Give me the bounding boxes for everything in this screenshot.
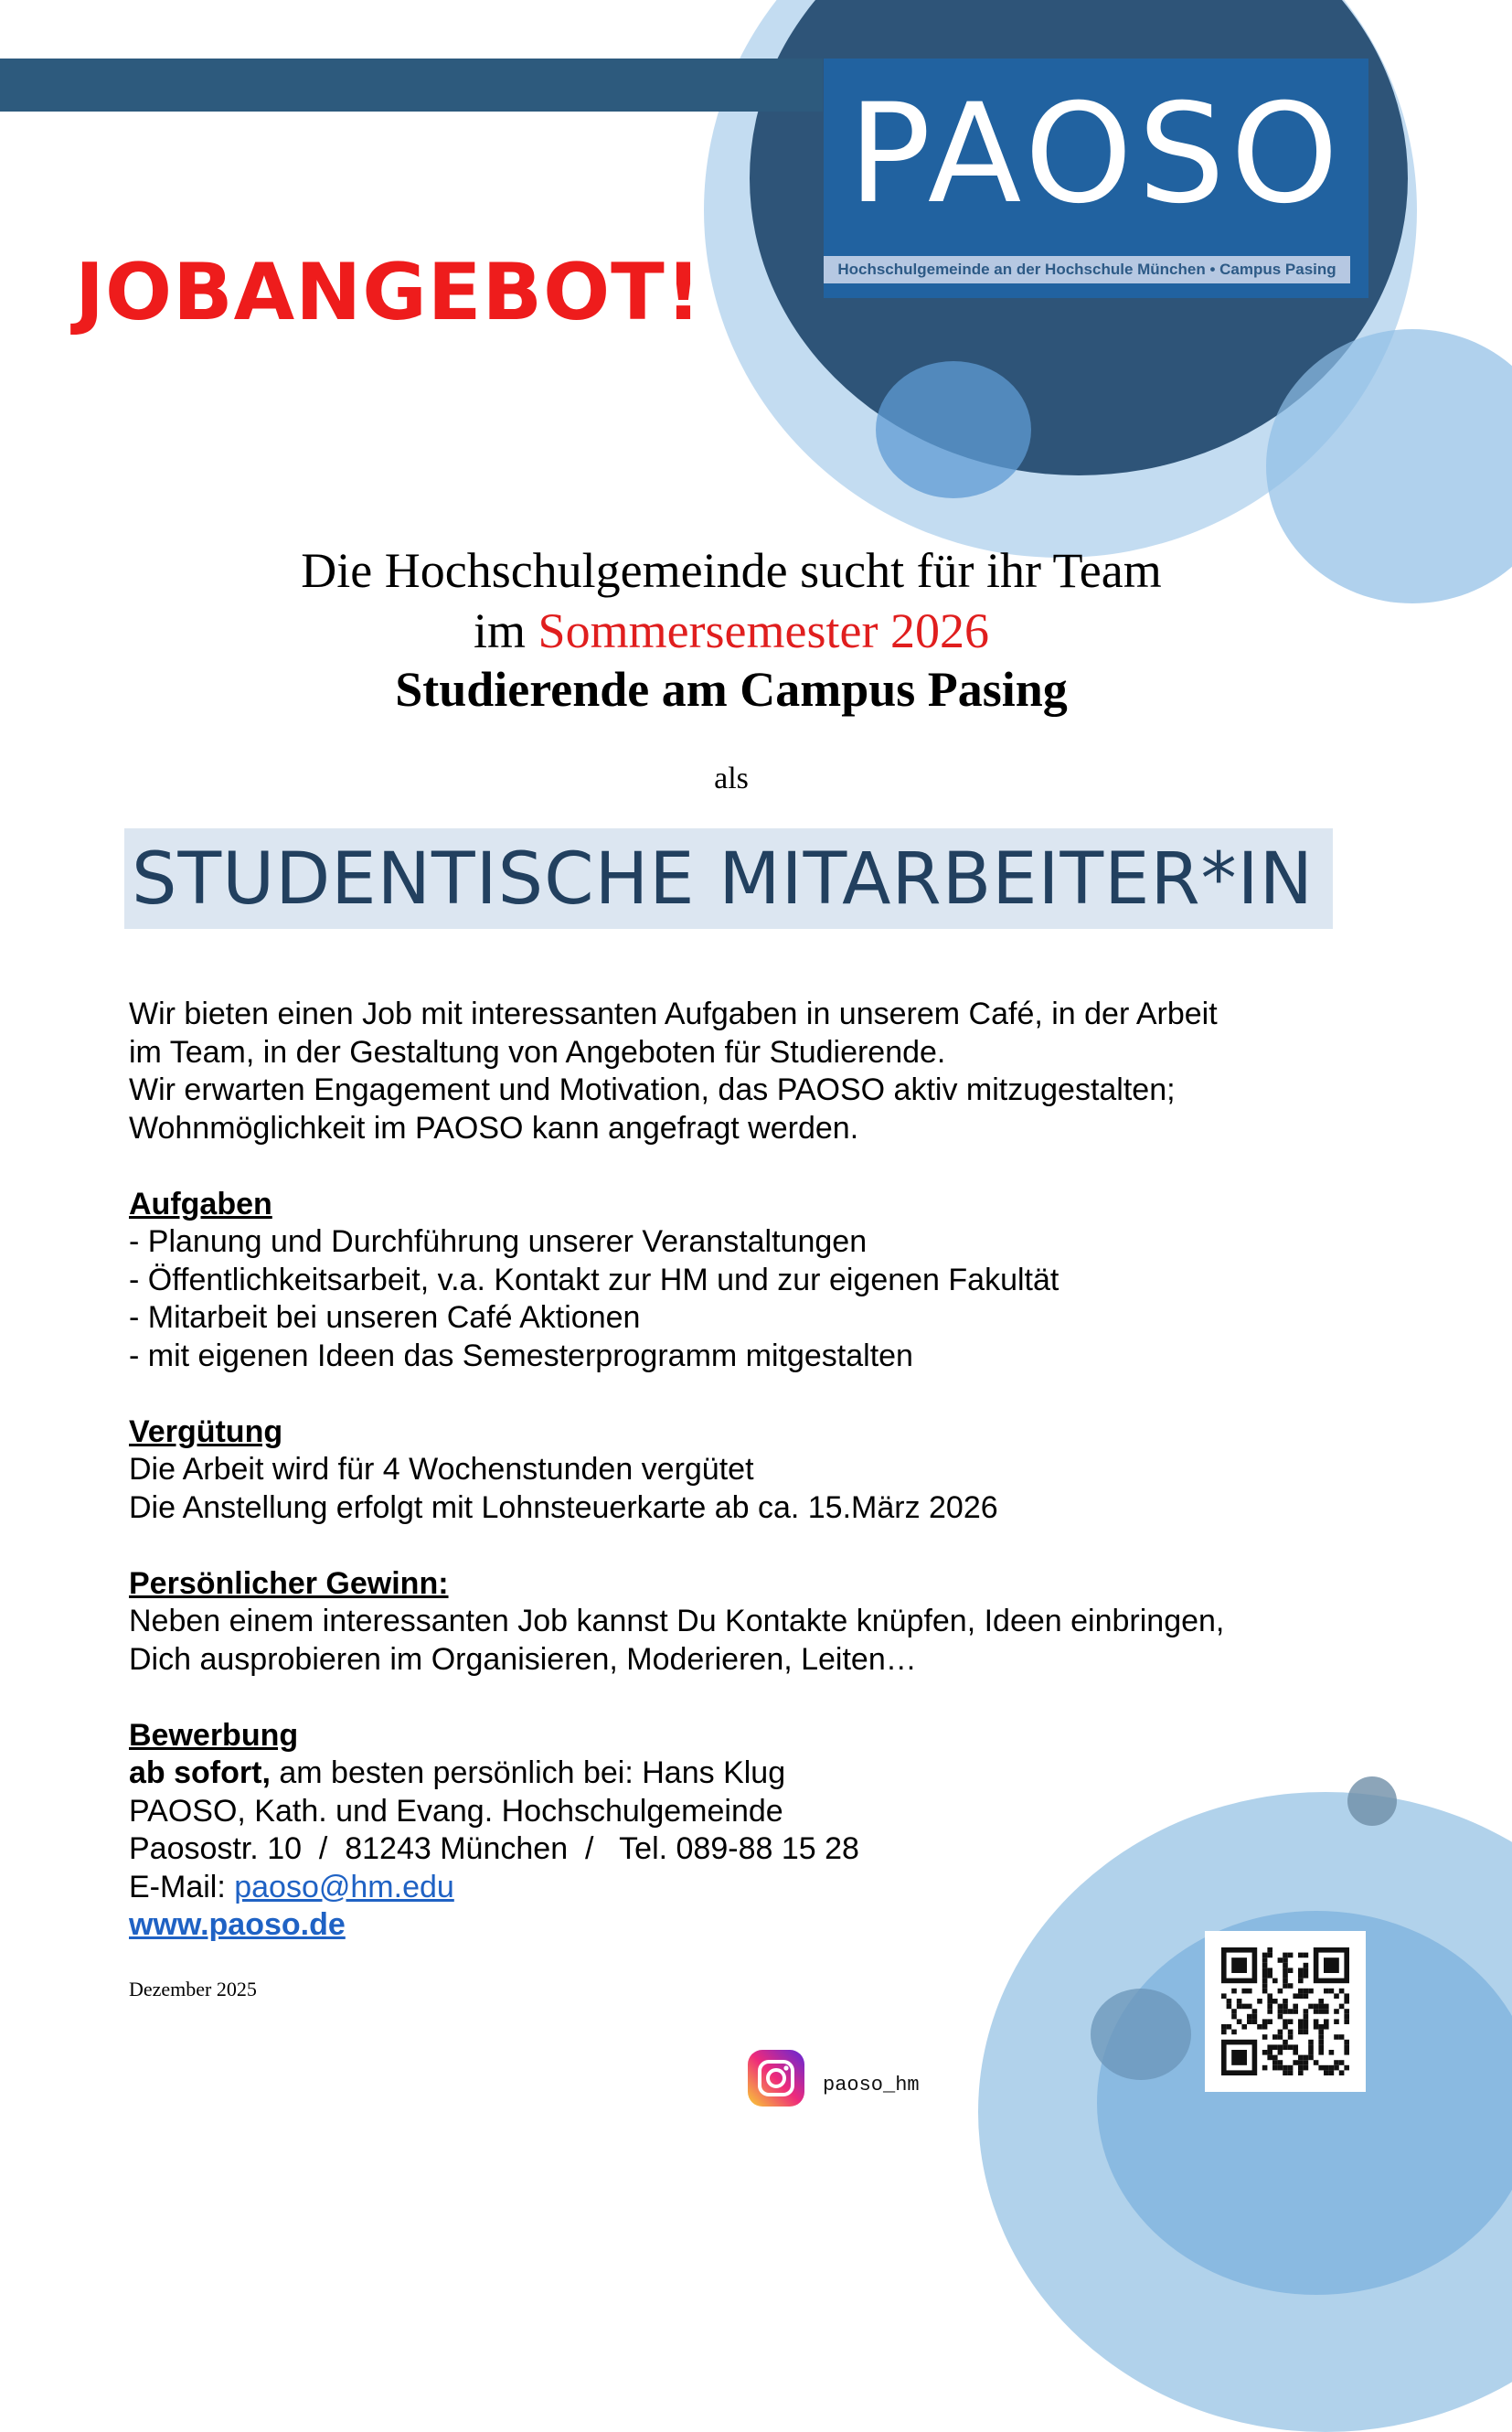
bewerbung-org: PAOSO, Kath. und Evang. Hochschulgemeinde bbox=[129, 1793, 783, 1829]
section-heading-bewerbung: Bewerbung bbox=[129, 1717, 299, 1753]
description-line: im Team, in der Gestaltung von Angeboten für Studierende. bbox=[129, 1034, 946, 1070]
task-item: - mit eigenen Ideen das Semesterprogramm mitgestalten bbox=[129, 1338, 913, 1373]
intro-line-2 bbox=[0, 602, 1463, 660]
description-line: Wohnmöglichkeit im PAOSO kann angefragt werden. bbox=[129, 1110, 859, 1146]
intro-line-1: Die Hochschulgemeinde sucht für ihr Team bbox=[301, 543, 1162, 598]
instagram-icon[interactable] bbox=[748, 2050, 804, 2107]
bewerbung-lead-bold: ab sofort, bbox=[129, 1755, 271, 1790]
verguetung-line: Die Arbeit wird für 4 Wochenstunden vergütet bbox=[129, 1452, 754, 1487]
role-banner bbox=[124, 828, 1333, 929]
decorative-circle-small bbox=[876, 361, 1031, 498]
semester-highlight: Sommersemester 2026 bbox=[538, 603, 989, 658]
logo-wordmark: PAOSO bbox=[847, 75, 1345, 234]
page-headline: JOBANGEBOT! bbox=[75, 247, 703, 338]
decorative-dot-large bbox=[1091, 1989, 1191, 2080]
paoso-logo bbox=[824, 59, 1368, 298]
email-label: E-Mail: bbox=[129, 1869, 235, 1904]
email-line bbox=[129, 1869, 1345, 1907]
description-line: Wir bieten einen Job mit interessanten Aufgaben in unserem Café, in der Arbeit bbox=[129, 997, 1218, 1031]
bewerbung-lead bbox=[129, 1755, 1345, 1793]
bewerbung-address: Paosostr. 10 / 81243 München / Tel. 089-88 15 28 bbox=[129, 1831, 859, 1866]
qr-code[interactable] bbox=[1205, 1931, 1366, 2092]
verguetung-line: Die Anstellung erfolgt mit Lohnsteuerkarte ab ca. 15.März 2026 bbox=[129, 1489, 998, 1525]
bewerbung-lead-rest: am besten persönlich bei: Hans Klug bbox=[270, 1755, 786, 1790]
email-link[interactable]: paoso@hm.edu bbox=[234, 1869, 454, 1904]
intro-line-3: Studierende am Campus Pasing bbox=[395, 662, 1068, 717]
section-heading-aufgaben: Aufgaben bbox=[129, 1186, 272, 1221]
description-block bbox=[129, 996, 1345, 1945]
document-date: Dezember 2025 bbox=[129, 1978, 257, 2000]
intro-line-2-prefix: im bbox=[474, 603, 527, 658]
instagram-handle: paoso_hm bbox=[823, 2074, 920, 2096]
gewinn-line: Dich ausprobieren im Organisieren, Moderieren, Leiten… bbox=[129, 1641, 917, 1677]
section-heading-gewinn: Persönlicher Gewinn: bbox=[129, 1565, 449, 1601]
description-line: Wir erwarten Engagement und Motivation, das PAOSO aktiv mitzugestalten; bbox=[129, 1072, 1176, 1107]
top-bar bbox=[0, 59, 823, 112]
role-title: STUDENTISCHE MITARBEITER*IN bbox=[132, 838, 1315, 921]
gewinn-line: Neben einem interessanten Job kannst Du Kontakte knüpfen, Ideen einbringen, bbox=[129, 1604, 1225, 1638]
task-item: - Mitarbeit bei unseren Café Aktionen bbox=[129, 1300, 641, 1335]
decorative-dot-small bbox=[1347, 1776, 1397, 1826]
task-item: - Öffentlichkeitsarbeit, v.a. Kontakt zur HM und zur eigenen Fakultät bbox=[129, 1262, 1059, 1297]
section-heading-verguetung: Vergütung bbox=[129, 1413, 283, 1449]
intro-line-4: als bbox=[714, 762, 749, 795]
website-link[interactable]: www.paoso.de bbox=[129, 1907, 346, 1942]
task-item: - Planung und Durchführung unserer Veranstaltungen bbox=[129, 1224, 868, 1259]
logo-tagline: Hochschulgemeinde an der Hochschule München • Campus Pasing bbox=[824, 256, 1350, 283]
